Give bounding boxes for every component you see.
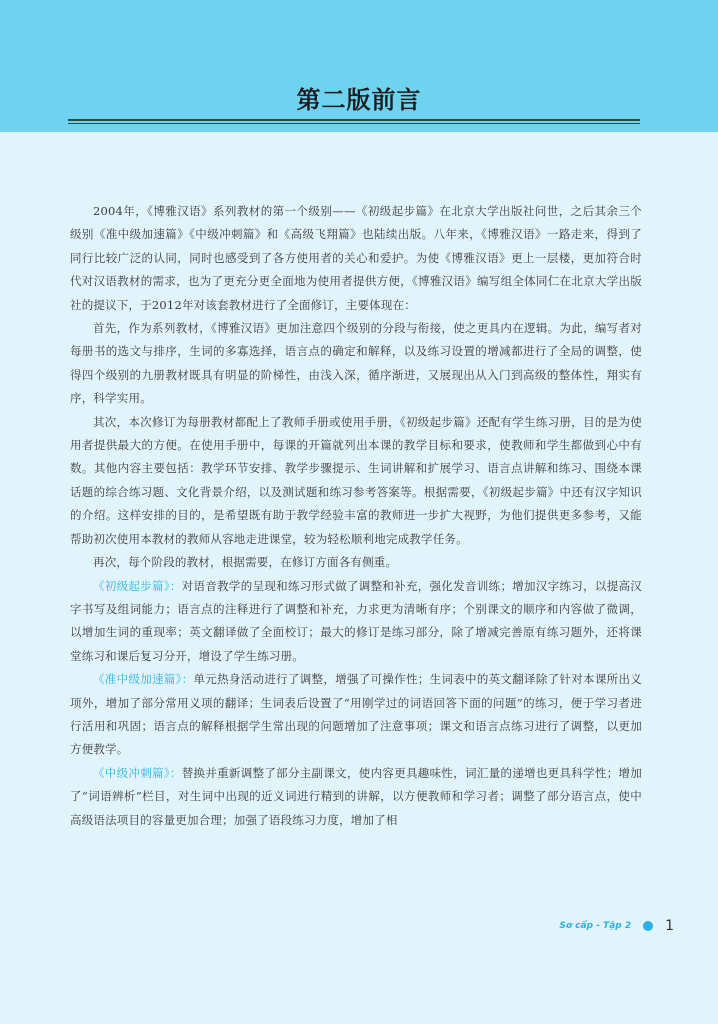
preface-body bbox=[70, 200, 642, 832]
paragraph-text: 对语音教学的呈现和练习形式做了调整和补充，强化发音训练；增加汉字练习，以提高汉字书写及组词能力；语言点的注释进行了调整和补充，力求更为清晰有序；个别课文的顺序和内容做了微调，以增加生词的重现率；英文翻译做了全面校订；最大的修订是练习部分，除了增减完善原有练习题外，还将课堂练习和课后复习分开，增设了学生练习册。 bbox=[70, 578, 642, 663]
paragraph: 其次，本次修订为每册教材都配上了教师手册或使用手册，《初级起步篇》还配有学生练习册，目的是为使用者提供最大的方便。在使用手册中，每课的开篇就列出本课的教学目标和要求，使教师和学生都做到心中有数。其他内容主要包括：教学环节安排、教学步骤提示、生词讲解和扩展学习、语言点讲解和练习、围绕本课话题的综合练习题、文化背景介绍，以及测试题和练习参考答案等。根据需要，《初级起步篇》中还有汉字知识的介绍。这样安排的目的，是希望既有助于教学经验丰富的教师进一步扩大视野，为他们提供更多参考，又能帮助初次使用本教材的教师从容地走进课堂，较为轻松顺利地完成教学任务。 bbox=[70, 414, 642, 546]
page-number: 1 bbox=[665, 918, 674, 934]
bullet-dot-icon bbox=[643, 921, 653, 931]
paragraph-text: 替换并重新调整了部分主副课文，使内容更具趣味性，词汇量的递增也更具科学性；增加了“词语辨析”栏目，对生词中出现的近义词进行精到的讲解，以方便教师和学习者；调整了部分语言点，使中高级语法项目的容量更加合理；加强了语段练习力度，增加了相 bbox=[70, 765, 642, 827]
section-heading: 《中级冲刺篇》： bbox=[93, 765, 182, 780]
section-heading: 《准中级加速篇》： bbox=[93, 672, 194, 687]
paragraph bbox=[70, 575, 642, 669]
title-rule bbox=[68, 119, 640, 121]
footer-label: Sơ cấp - Tập 2 bbox=[559, 921, 632, 931]
paragraph: 2004年，《博雅汉语》系列教材的第一个级别——《初级起步篇》在北京大学出版社问世，之后其余三个级别《准中级加速篇》《中级冲刺篇》和《高级飞翔篇》也陆续出版。八年来，《博雅汉语》一路走来，得到了同行比较广泛的认同，同时也感受到了各方使用者的关心和爱护。为使《博雅汉语》更上一层楼，更加符合时代对汉语教材的需求，也为了更充分更全面地为使用者提供方便，《博雅汉语》编写组全体同仁在北京大学出版社的提议下，于2012年对该套教材进行了全面修订，主要体现在： bbox=[70, 204, 642, 312]
page-footer bbox=[559, 916, 674, 936]
paragraph: 再次，每个阶段的教材，根据需要，在修订方面各有侧重。 bbox=[93, 555, 398, 570]
paragraph bbox=[70, 762, 642, 832]
paragraph bbox=[70, 668, 642, 762]
paragraph: 首先，作为系列教材，《博雅汉语》更加注意四个级别的分段与衔接，使之更具内在逻辑。为此，编写者对每册书的选文与排序，生词的多寡选择，语言点的确定和解释，以及练习设置的增减都进行了全局的调整，使得四个级别的九册教材既具有明显的阶梯性，由浅入深，循序渐进，又展现出从入门到高级的整体性，翔实有序，科学实用。 bbox=[70, 321, 642, 406]
section-heading: 《初级起步篇》： bbox=[93, 578, 182, 593]
page-title: 第二版前言 bbox=[296, 86, 422, 114]
title-rule-thin bbox=[68, 123, 640, 124]
paragraph-text: 单元热身活动进行了调整，增强了可操作性；生词表中的英文翻译除了针对本课所出义项外，增加了部分常用义项的翻译；生词表后设置了“用刚学过的词语回答下面的问题”的练习，便于学习者进行活用和巩固；语言点的解释根据学生常出现的问题增加了注意事项；课文和语言点练习进行了调整，以更加方便教学。 bbox=[70, 672, 642, 757]
